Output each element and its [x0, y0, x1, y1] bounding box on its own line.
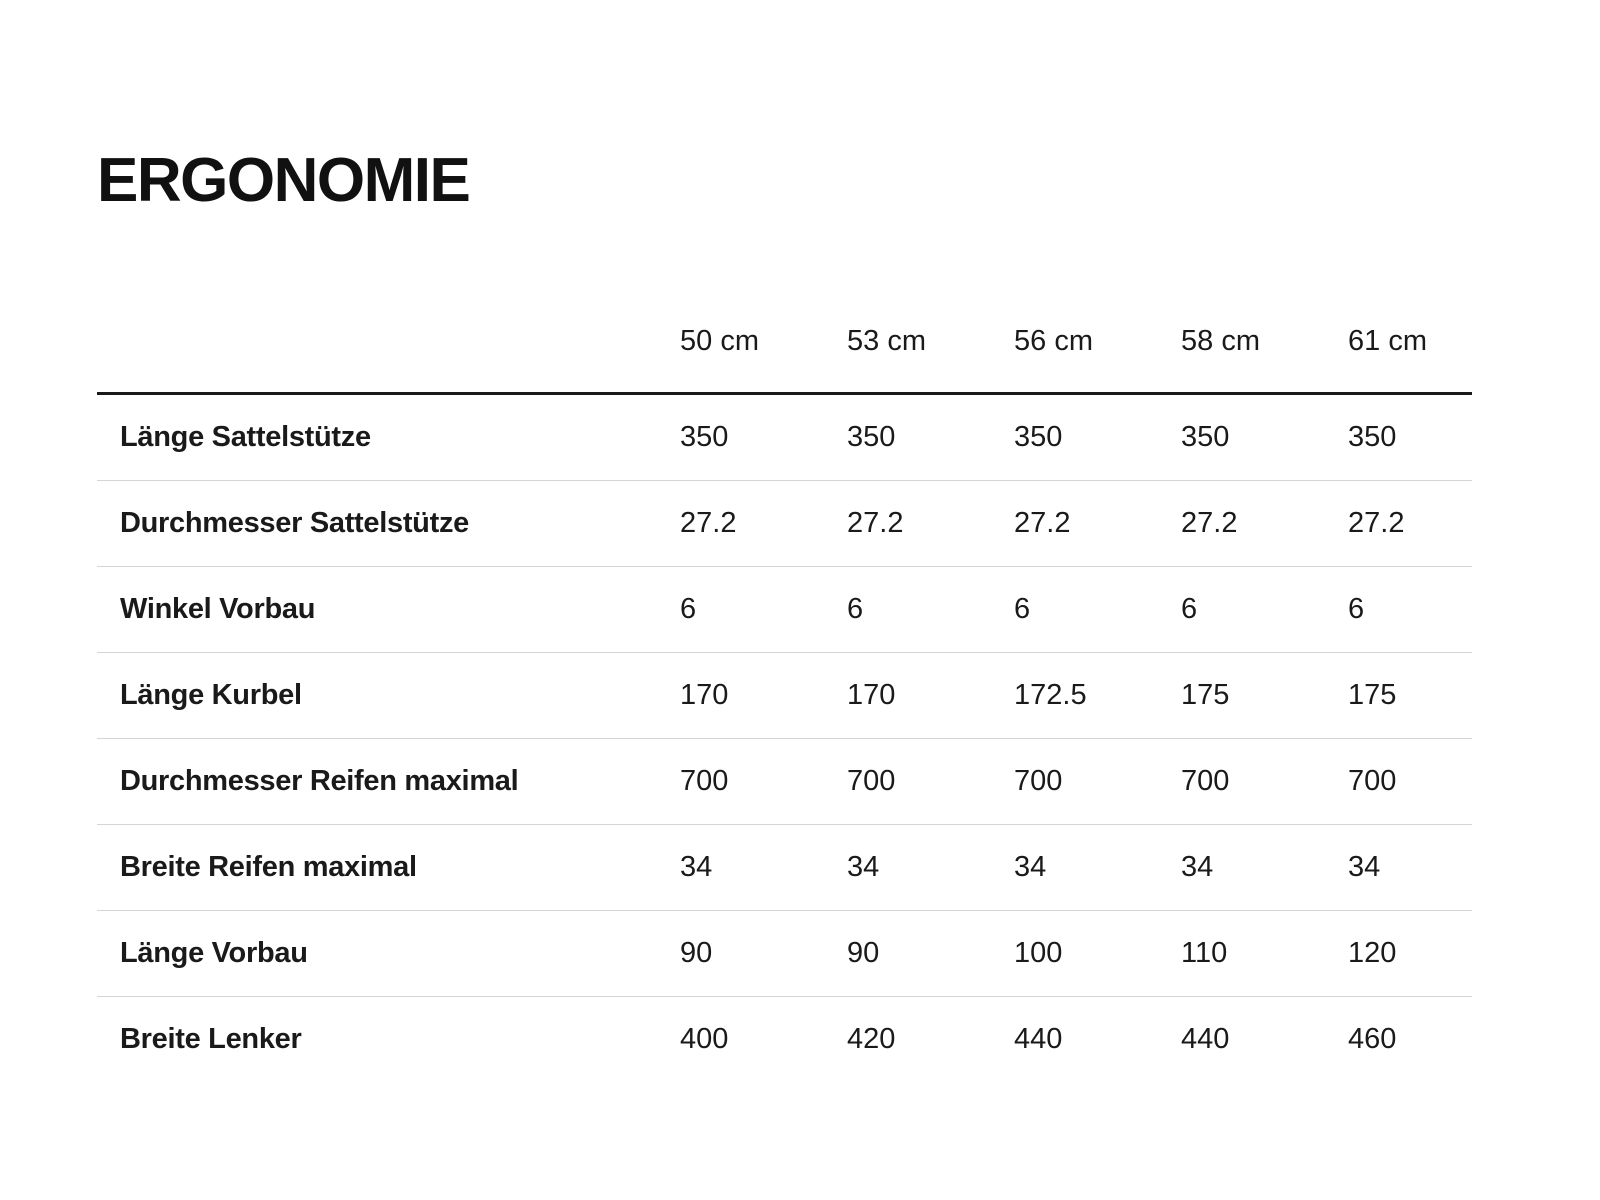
cell-value: 350 — [847, 421, 896, 453]
ergonomics-table — [97, 212, 1472, 1082]
cell-value: 700 — [1181, 739, 1348, 825]
row-label: Länge Vorbau — [97, 911, 680, 997]
cell-value: 110 — [1181, 911, 1348, 997]
cell-value: 34 — [1181, 825, 1348, 911]
cell-value: 700 — [847, 739, 1014, 825]
cell-value: 27.2 — [1014, 481, 1181, 567]
column-header-56cm: 56 cm — [1014, 212, 1181, 394]
cell-value: 350 — [1014, 421, 1063, 453]
cell-value: 90 — [680, 911, 847, 997]
column-header-53cm: 53 cm — [847, 212, 1014, 394]
cell-value: 27.2 — [680, 481, 847, 567]
cell-value: 34 — [680, 825, 847, 911]
cell-value: 420 — [847, 997, 1014, 1083]
cell-value: 175 — [1181, 653, 1348, 739]
cell-value: 90 — [847, 911, 1014, 997]
cell-value: 27.2 — [1348, 481, 1472, 567]
cell-value: 170 — [680, 653, 847, 739]
row-label: Winkel Vorbau — [97, 567, 680, 653]
row-label: Breite Lenker — [97, 997, 680, 1083]
table-row — [97, 394, 1472, 481]
cell-value: 350 — [1348, 421, 1397, 453]
page-title: ERGONOMIE — [97, 146, 470, 215]
cell-value: 34 — [1348, 825, 1472, 911]
table-row — [97, 739, 1472, 825]
cell-value: 120 — [1348, 911, 1472, 997]
cell-value: 6 — [847, 567, 1014, 653]
row-label: Breite Reifen maximal — [97, 825, 680, 911]
cell-value: 440 — [1014, 997, 1181, 1083]
table-row — [97, 825, 1472, 911]
row-label: Länge Kurbel — [97, 653, 680, 739]
cell-value: 6 — [680, 567, 847, 653]
column-header-61cm: 61 cm — [1348, 212, 1472, 394]
row-label: Länge Sattelstütze — [120, 421, 371, 453]
table-row — [97, 997, 1472, 1083]
column-header-50cm: 50 cm — [680, 212, 847, 394]
cell-value: 27.2 — [1181, 481, 1348, 567]
cell-value: 34 — [847, 825, 1014, 911]
cell-value: 175 — [1348, 653, 1472, 739]
cell-value: 172.5 — [1014, 653, 1181, 739]
header-row — [97, 212, 1472, 394]
row-label: Durchmesser Reifen maximal — [97, 739, 680, 825]
cell-value: 170 — [847, 653, 1014, 739]
cell-value: 700 — [1348, 739, 1472, 825]
cell-value: 6 — [1014, 567, 1181, 653]
table-row — [97, 567, 1472, 653]
cell-value: 350 — [1181, 421, 1230, 453]
cell-value: 34 — [1014, 825, 1181, 911]
table-row — [97, 481, 1472, 567]
table-row — [97, 911, 1472, 997]
corner-cell — [97, 212, 680, 394]
cell-value: 100 — [1014, 911, 1181, 997]
table-row — [97, 653, 1472, 739]
cell-value: 6 — [1348, 567, 1472, 653]
cell-value: 700 — [680, 739, 847, 825]
cell-value: 350 — [680, 421, 729, 453]
column-header-58cm: 58 cm — [1181, 212, 1348, 394]
cell-value: 700 — [1014, 739, 1181, 825]
cell-value: 6 — [1181, 567, 1348, 653]
cell-value: 440 — [1181, 997, 1348, 1083]
cell-value: 460 — [1348, 997, 1472, 1083]
row-label: Durchmesser Sattelstütze — [97, 481, 680, 567]
cell-value: 27.2 — [847, 481, 1014, 567]
cell-value: 400 — [680, 997, 847, 1083]
